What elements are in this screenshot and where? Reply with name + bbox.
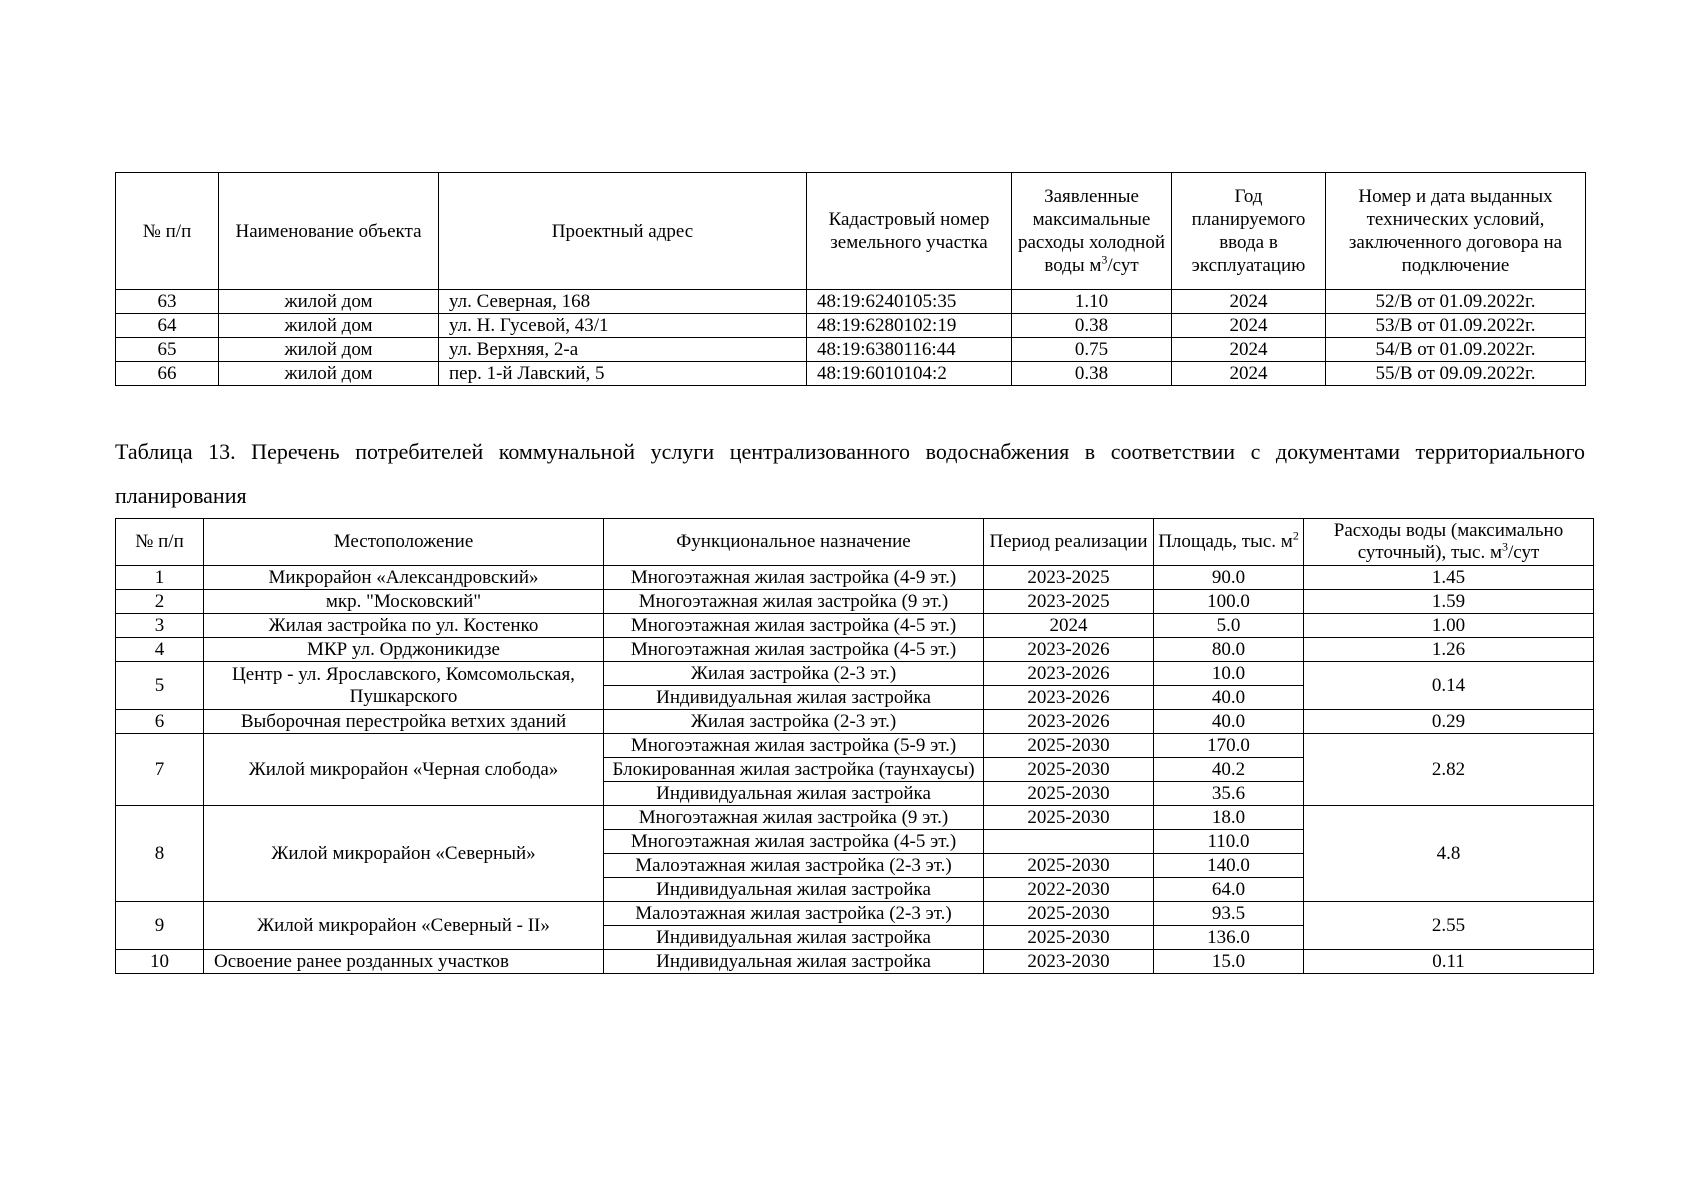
cell-function: Жилая застройка (2-3 эт.) [604, 662, 984, 686]
cell-num: 5 [116, 662, 204, 710]
cell-water: 1.26 [1304, 638, 1594, 662]
cell-location: Жилой микрорайон «Черная слобода» [204, 734, 604, 806]
cell-function: Многоэтажная жилая застройка (5-9 эт.) [604, 734, 984, 758]
cell-cadastral: 48:19:6280102:19 [807, 314, 1012, 338]
table-row [116, 806, 1594, 830]
cell-area: 93.5 [1154, 902, 1304, 926]
cell-num: 63 [116, 290, 219, 314]
table-row [116, 566, 1594, 590]
cell-area: 40.2 [1154, 758, 1304, 782]
cell-num: 8 [116, 806, 204, 902]
table-row [116, 734, 1594, 758]
cell-num: 66 [116, 362, 219, 386]
cell-year: 2024 [1172, 290, 1326, 314]
cell-area: 80.0 [1154, 638, 1304, 662]
cell-function: Многоэтажная жилая застройка (4-5 эт.) [604, 614, 984, 638]
header-num: № п/п [116, 519, 204, 566]
cell-function: Индивидуальная жилая застройка [604, 926, 984, 950]
cell-water-demand: 0.75 [1012, 338, 1172, 362]
cell-function: Индивидуальная жилая застройка [604, 686, 984, 710]
cell-object-name: жилой дом [219, 290, 439, 314]
table-row [116, 314, 1586, 338]
table-row [116, 290, 1586, 314]
cell-num: 7 [116, 734, 204, 806]
table-row [116, 338, 1586, 362]
cell-function: Многоэтажная жилая застройка (9 эт.) [604, 590, 984, 614]
cell-contract: 55/В от 09.09.2022г. [1326, 362, 1586, 386]
cell-location: Освоение ранее розданных участков [204, 950, 604, 974]
header-cadastral: Кадастровый номер земельного участка [807, 173, 1012, 290]
header-water: Расходы воды (максимально суточный), тыс. $м^3$/сут [1304, 519, 1594, 566]
table-header-row [116, 519, 1594, 566]
cell-area: 15.0 [1154, 950, 1304, 974]
table-row [116, 590, 1594, 614]
cell-num: 65 [116, 338, 219, 362]
cell-num: 6 [116, 710, 204, 734]
cell-period: 2025-2030 [984, 926, 1154, 950]
cell-function: Индивидуальная жилая застройка [604, 878, 984, 902]
cell-water: 1.00 [1304, 614, 1594, 638]
cell-function: Малоэтажная жилая застройка (2-3 эт.) [604, 902, 984, 926]
cell-period: 2023-2026 [984, 638, 1154, 662]
cell-cadastral: 48:19:6240105:35 [807, 290, 1012, 314]
cell-period: 2025-2030 [984, 854, 1154, 878]
cell-num: 2 [116, 590, 204, 614]
cell-function: Многоэтажная жилая застройка (4-9 эт.) [604, 566, 984, 590]
cell-address: ул. Н. Гусевой, 43/1 [439, 314, 807, 338]
cell-period: 2023-2026 [984, 710, 1154, 734]
cell-address: ул. Северная, 168 [439, 290, 807, 314]
header-year: Год планируемого ввода в эксплуатацию [1172, 173, 1326, 290]
cell-period [984, 830, 1154, 854]
table-13 [115, 518, 1594, 974]
header-address: Проектный адрес [439, 173, 807, 290]
header-location: Местоположение [204, 519, 604, 566]
table-row [116, 950, 1594, 974]
table-body [116, 290, 1586, 386]
cell-num: 1 [116, 566, 204, 590]
cell-address: ул. Верхняя, 2-а [439, 338, 807, 362]
cell-location: МКР ул. Орджоникидзе [204, 638, 604, 662]
cell-cadastral: 48:19:6010104:2 [807, 362, 1012, 386]
cell-num: 3 [116, 614, 204, 638]
cell-function: Индивидуальная жилая застройка [604, 782, 984, 806]
header-period: Период реализации [984, 519, 1154, 566]
cell-function: Многоэтажная жилая застройка (4-5 эт.) [604, 830, 984, 854]
table-row [116, 710, 1594, 734]
cell-object-name: жилой дом [219, 338, 439, 362]
cell-water-demand: 1.10 [1012, 290, 1172, 314]
cell-area: 18.0 [1154, 806, 1304, 830]
header-area: Площадь, тыс. $м^2$ [1154, 519, 1304, 566]
header-water-demand: Заявленные максимальные расходы холодной воды $м^3$/сут [1012, 173, 1172, 290]
cell-area: 5.0 [1154, 614, 1304, 638]
cell-num: 64 [116, 314, 219, 338]
cell-cadastral: 48:19:6380116:44 [807, 338, 1012, 362]
cell-water: 0.29 [1304, 710, 1594, 734]
cell-function: Малоэтажная жилая застройка (2-3 эт.) [604, 854, 984, 878]
cell-period: 2023-2030 [984, 950, 1154, 974]
consumers-table-continued [115, 172, 1586, 386]
cell-period: 2025-2030 [984, 734, 1154, 758]
cell-area: 90.0 [1154, 566, 1304, 590]
cell-period: 2023-2026 [984, 686, 1154, 710]
cell-function: Многоэтажная жилая застройка (4-5 эт.) [604, 638, 984, 662]
cell-period: 2023-2025 [984, 590, 1154, 614]
cell-water: 0.11 [1304, 950, 1594, 974]
cell-location: Жилой микрорайон «Северный» [204, 806, 604, 902]
table-row [116, 902, 1594, 926]
cell-water-demand: 0.38 [1012, 362, 1172, 386]
cell-address: пер. 1-й Лавский, 5 [439, 362, 807, 386]
cell-year: 2024 [1172, 362, 1326, 386]
cell-area: 40.0 [1154, 710, 1304, 734]
cell-area: 100.0 [1154, 590, 1304, 614]
cell-period: 2024 [984, 614, 1154, 638]
cell-location: Выборочная перестройка ветхих зданий [204, 710, 604, 734]
cell-water: 2.55 [1304, 902, 1594, 950]
cell-period: 2022-2030 [984, 878, 1154, 902]
cell-period: 2023-2025 [984, 566, 1154, 590]
cell-area: 35.6 [1154, 782, 1304, 806]
table-caption: Таблица 13. Перечень потребителей коммунальной услуги централизованного водоснабжения в соответствии с документами территориального планирования [115, 439, 1585, 508]
cell-water: 1.45 [1304, 566, 1594, 590]
table-body [116, 566, 1594, 974]
cell-water: 1.59 [1304, 590, 1594, 614]
cell-period: 2023-2026 [984, 662, 1154, 686]
cell-location: мкр. "Московский" [204, 590, 604, 614]
cell-area: 136.0 [1154, 926, 1304, 950]
cell-year: 2024 [1172, 338, 1326, 362]
cell-period: 2025-2030 [984, 902, 1154, 926]
cell-object-name: жилой дом [219, 362, 439, 386]
cell-contract: 52/В от 01.09.2022г. [1326, 290, 1586, 314]
cell-period: 2025-2030 [984, 782, 1154, 806]
cell-contract: 54/В от 01.09.2022г. [1326, 338, 1586, 362]
table-row [116, 662, 1594, 686]
cell-contract: 53/В от 01.09.2022г. [1326, 314, 1586, 338]
cell-object-name: жилой дом [219, 314, 439, 338]
cell-location: Центр - ул. Ярославского, Комсомольская, Пушкарского [204, 662, 604, 710]
cell-num: 4 [116, 638, 204, 662]
cell-area: 140.0 [1154, 854, 1304, 878]
cell-num: 9 [116, 902, 204, 950]
cell-water-demand: 0.38 [1012, 314, 1172, 338]
header-function: Функциональное назначение [604, 519, 984, 566]
table-row [116, 638, 1594, 662]
cell-location: Жилая застройка по ул. Костенко [204, 614, 604, 638]
cell-function: Индивидуальная жилая застройка [604, 950, 984, 974]
cell-area: 64.0 [1154, 878, 1304, 902]
cell-function: Жилая застройка (2-3 эт.) [604, 710, 984, 734]
cell-water: 2.82 [1304, 734, 1594, 806]
cell-area: 10.0 [1154, 662, 1304, 686]
cell-area: 170.0 [1154, 734, 1304, 758]
header-num: № п/п [116, 173, 219, 290]
cell-water: 0.14 [1304, 662, 1594, 710]
table-row [116, 362, 1586, 386]
cell-water: 4.8 [1304, 806, 1594, 902]
cell-year: 2024 [1172, 314, 1326, 338]
cell-period: 2025-2030 [984, 758, 1154, 782]
table-row [116, 614, 1594, 638]
cell-function: Блокированная жилая застройка (таунхаусы) [604, 758, 984, 782]
cell-area: 110.0 [1154, 830, 1304, 854]
cell-period: 2025-2030 [984, 806, 1154, 830]
header-object-name: Наименование объекта [219, 173, 439, 290]
cell-function: Многоэтажная жилая застройка (9 эт.) [604, 806, 984, 830]
cell-area: 40.0 [1154, 686, 1304, 710]
table-header-row [116, 173, 1586, 290]
cell-location: Жилой микрорайон «Северный - II» [204, 902, 604, 950]
header-contract: Номер и дата выданных технических условий, заключенного договора на подключение [1326, 173, 1586, 290]
cell-location: Микрорайон «Александровский» [204, 566, 604, 590]
cell-num: 10 [116, 950, 204, 974]
